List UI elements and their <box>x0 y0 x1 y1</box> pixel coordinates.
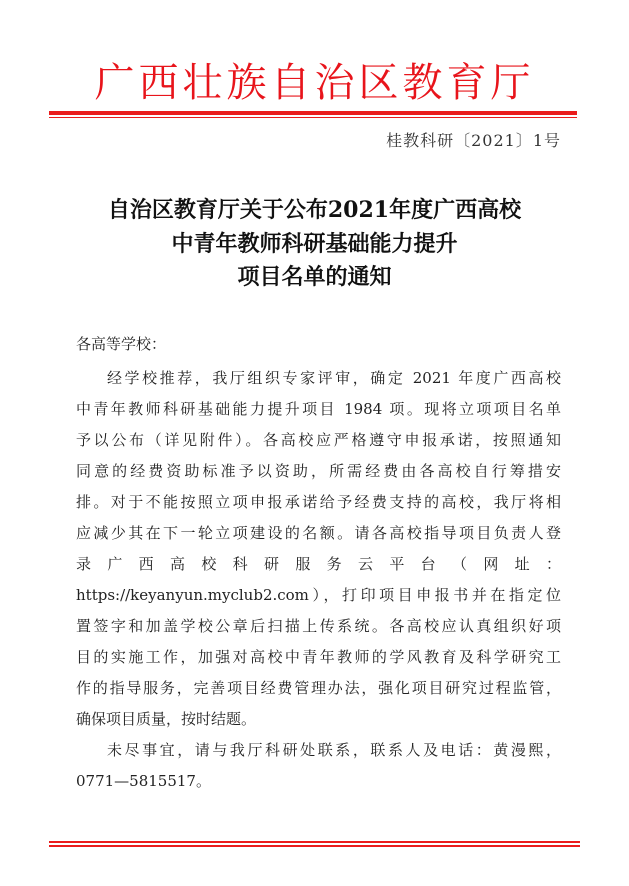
body-line-url: https://keyanyun.myclub2.com），打印项目申报书并在指定位 <box>76 586 561 604</box>
body-line: 未尽事宜，请与我厅科研处联系，联系人及电话：黄漫熙， <box>107 741 561 759</box>
body-line: 录广西高校科研服务云平台（网址： <box>76 555 561 573</box>
body-line: 应减少其在下一轮立项建设的名额。请各高校指导项目负责人登 <box>76 524 561 542</box>
body-line: 排。对于不能按照立项申报承诺给予经费支持的高校，我厅将相 <box>76 493 561 511</box>
header-divider-thick <box>49 111 577 115</box>
body-line: 中青年教师科研基础能力提升项目 1984 项。现将立项项目名单 <box>76 400 561 418</box>
footer-divider <box>49 845 580 847</box>
body-line: 确保项目质量，按时结题。 <box>76 710 257 728</box>
title-line: 自治区教育厅关于公布2021年度广西高校 <box>107 197 522 223</box>
body-text <box>76 367 561 801</box>
body-line: 予以公布（详见附件）。各高校应严格遵守申报承诺，按照通知 <box>76 431 561 449</box>
body-line: 目的实施工作，加强对高校中青年教师的学风教育及科学研究工 <box>76 648 561 666</box>
issuing-organization: 广西壮族自治区教育厅 <box>94 60 535 106</box>
title-line: 中青年教师科研基础能力提升 <box>171 230 458 257</box>
footer-divider <box>49 841 580 843</box>
body-line: 作的指导服务，完善项目经费管理办法，强化项目研究过程监管， <box>76 679 561 697</box>
body-line: 经学校推荐，我厅组织专家评审，确定 2021 年度广西高校 <box>107 369 561 387</box>
body-line: 同意的经费资助标准予以资助，所需经费由各高校自行筹措安 <box>76 462 561 480</box>
document-title <box>0 194 629 295</box>
title-line: 项目名单的通知 <box>237 264 392 290</box>
salutation: 各高等学校： <box>76 335 167 353</box>
header-divider-thin <box>49 117 577 118</box>
body-line-phone: 0771—5815517。 <box>76 772 211 790</box>
document-number: 桂教科研〔2021〕1号 <box>386 131 561 150</box>
body-line: 置签字和加盖学校公章后扫描上传系统。各高校应认真组织好项 <box>76 617 561 635</box>
